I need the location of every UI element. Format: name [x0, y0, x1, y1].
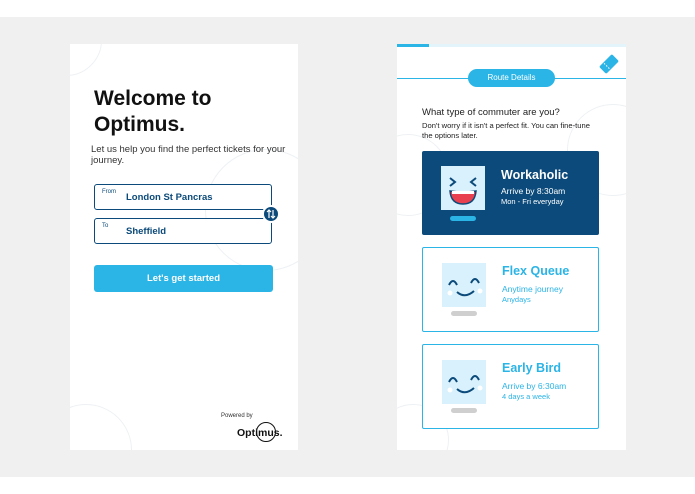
from-station-field[interactable] — [94, 184, 272, 210]
decorative-circle — [70, 404, 132, 450]
welcome-screen — [70, 44, 298, 450]
card-arrival: Arrive by 6:30am — [502, 381, 567, 391]
optimus-logo — [237, 422, 285, 442]
welcome-title: Welcome to Optimus. — [94, 87, 212, 136]
route-details-screen — [397, 44, 626, 450]
from-label: From — [102, 189, 116, 195]
card-title: Workaholic — [501, 168, 569, 182]
to-label: To — [102, 223, 109, 229]
progress-fill — [397, 44, 429, 47]
commuter-card-workaholic[interactable] — [422, 151, 599, 235]
laughing-face-icon — [441, 166, 485, 227]
swap-arrows-icon — [266, 209, 276, 219]
ticket-icon[interactable] — [597, 52, 621, 76]
progress-bar — [397, 44, 626, 47]
smiling-face-icon — [442, 263, 486, 324]
welcome-subtitle: Let us help you find the perfect tickets for your journey. — [91, 144, 286, 166]
commuter-question-sub: Don't worry if it isn't a perfect fit. You can fine-tune the options later. — [422, 121, 590, 140]
card-arrival: Anytime journey — [502, 284, 563, 294]
decorative-circle — [205, 149, 298, 271]
smiling-face-icon — [442, 360, 486, 421]
card-days: 4 days a week — [502, 392, 550, 401]
commuter-card-early-bird[interactable] — [422, 344, 599, 429]
to-station-field[interactable] — [94, 218, 272, 244]
commuter-card-flex-queue[interactable] — [422, 247, 599, 332]
card-title: Flex Queue — [502, 264, 570, 278]
to-value: Sheffield — [126, 226, 167, 237]
card-days: Anydays — [502, 295, 531, 304]
powered-by-label: Powered by — [221, 413, 253, 419]
card-days: Mon - Fri everyday — [501, 197, 564, 206]
card-title: Early Bird — [502, 361, 562, 375]
brand-name: Optimus. — [237, 427, 283, 439]
swap-stations-button[interactable] — [262, 205, 280, 223]
from-value: London St Pancras — [126, 192, 213, 203]
card-arrival: Arrive by 8:30am — [501, 186, 566, 196]
route-details-pill[interactable]: Route Details — [468, 69, 555, 87]
decorative-circle — [70, 44, 102, 76]
get-started-button[interactable]: Let's get started — [94, 265, 273, 292]
commuter-question: What type of commuter are you? — [422, 107, 560, 118]
